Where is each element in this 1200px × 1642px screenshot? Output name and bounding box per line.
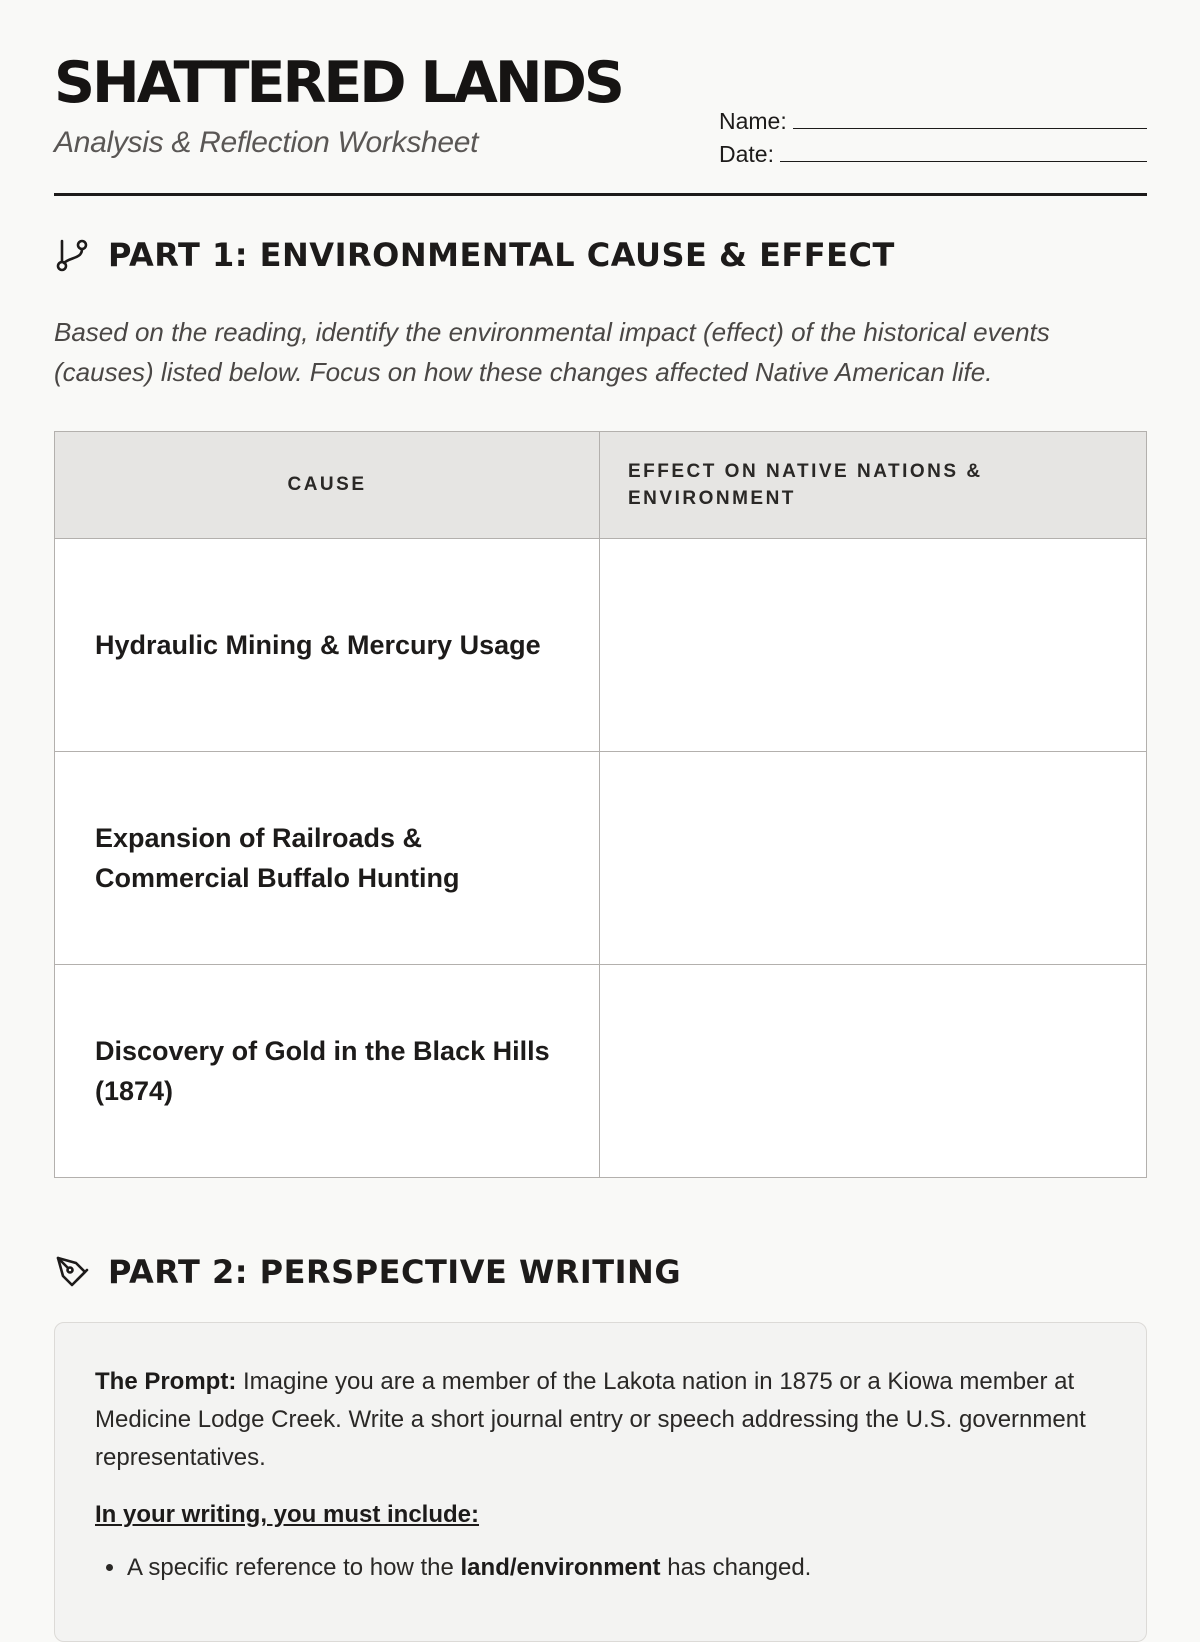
effect-answer-cell[interactable] xyxy=(600,752,1147,965)
requirements-list xyxy=(95,1549,1106,1587)
date-label: Date: xyxy=(719,141,774,167)
table-row xyxy=(55,965,1147,1178)
part2-title: PART 2: PERSPECTIVE WRITING xyxy=(108,1253,682,1291)
name-field[interactable] xyxy=(793,128,1147,129)
table-row xyxy=(55,752,1147,965)
branch-icon xyxy=(54,237,90,273)
worksheet-page xyxy=(54,0,1147,1581)
table-header-row xyxy=(55,432,1147,539)
prompt-text: Imagine you are a member of the Lakota nation in 1875 or a Kiowa member at Medicine Lodge Creek. Write a short journal entry or speech addressing the U.S. government representatives. xyxy=(95,1368,1086,1471)
student-info xyxy=(719,102,1147,168)
cause-cell: Discovery of Gold in the Black Hills (1874) xyxy=(55,965,600,1178)
part1-instructions: Based on the reading, identify the environmental impact (effect) of the historical events (causes) listed below. Focus on how these changes affected Native American life. xyxy=(54,317,1050,387)
worksheet-header xyxy=(54,0,1147,196)
requirement-text: A specific reference to how the xyxy=(127,1554,461,1581)
part1-header xyxy=(54,236,895,274)
effect-answer-cell[interactable] xyxy=(600,965,1147,1178)
prompt-label: The Prompt: xyxy=(95,1368,237,1395)
cause-column-header: CAUSE xyxy=(55,432,600,539)
part1-title: PART 1: ENVIRONMENTAL CAUSE & EFFECT xyxy=(108,236,895,274)
table-row xyxy=(55,539,1147,752)
worksheet-title: SHATTERED LANDS xyxy=(54,50,622,116)
cause-cell: Expansion of Railroads & Commercial Buffalo Hunting xyxy=(55,752,600,965)
part2-header xyxy=(54,1253,681,1291)
cause-effect-table xyxy=(54,431,1147,1178)
requirement-emphasis: land/environment xyxy=(460,1554,661,1581)
name-row xyxy=(719,102,1147,135)
list-item xyxy=(127,1549,1106,1587)
requirement-text-end: has changed. xyxy=(660,1554,812,1581)
prompt-paragraph xyxy=(95,1363,1106,1477)
name-label: Name: xyxy=(719,108,787,134)
date-row xyxy=(719,135,1147,168)
effect-column-header: EFFECT ON NATIVE NATIONS & ENVIRONMENT xyxy=(600,432,1147,539)
worksheet-subtitle: Analysis & Reflection Worksheet xyxy=(54,126,479,159)
cause-cell: Hydraulic Mining & Mercury Usage xyxy=(55,539,600,752)
pen-icon xyxy=(54,1254,90,1290)
prompt-box xyxy=(54,1322,1147,1642)
date-field[interactable] xyxy=(780,161,1147,162)
requirements-heading: In your writing, you must include: xyxy=(95,1501,480,1528)
effect-answer-cell[interactable] xyxy=(600,539,1147,752)
